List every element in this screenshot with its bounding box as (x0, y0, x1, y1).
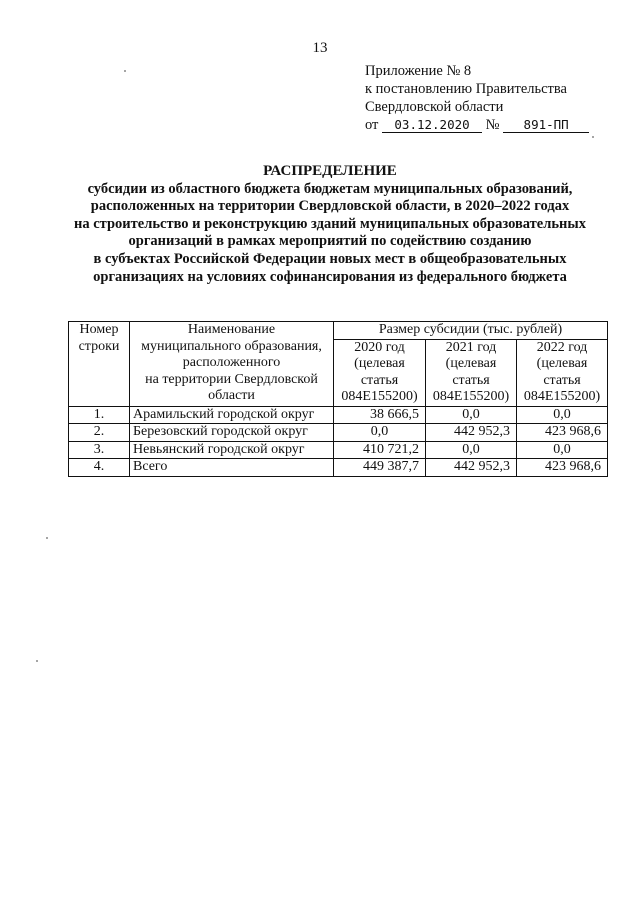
table-row (69, 406, 608, 424)
total-label: Всего (130, 459, 334, 477)
row-number: 1. (69, 406, 130, 424)
value-2021: 0,0 (426, 441, 517, 459)
total-2020: 449 387,7 (334, 459, 426, 477)
header-subsidy-size: Размер субсидии (тыс. рублей) (334, 322, 608, 340)
appendix-date-line (365, 116, 589, 134)
value-2020: 0,0 (334, 424, 426, 442)
document-title (40, 163, 620, 286)
table-row-total (69, 459, 608, 477)
header-municipality: Наименование муниципального образования, расположенного на территории Свердловской области (130, 322, 334, 407)
title-line: в субъектах Российской Федерации новых мест в общеобразовательных (93, 250, 567, 267)
value-2022: 0,0 (517, 441, 608, 459)
row-number: 3. (69, 441, 130, 459)
scan-speck (592, 136, 594, 138)
scan-speck (46, 537, 48, 539)
title-line: субсидии из областного бюджета бюджетам муниципальных образований, (87, 180, 573, 197)
total-2021: 442 952,3 (426, 459, 517, 477)
table-header-row (69, 322, 608, 340)
appendix-title: Приложение № 8 (365, 63, 472, 79)
value-2020: 410 721,2 (334, 441, 426, 459)
from-label: от (365, 117, 379, 133)
title-line: на строительство и реконструкцию зданий муниципальных образовательных (74, 215, 586, 232)
subsidy-table (68, 321, 608, 477)
decree-number: 891-ПП (503, 118, 589, 133)
row-number: 4. (69, 459, 130, 477)
page-number: 13 (312, 40, 328, 56)
scan-speck (124, 70, 126, 72)
appendix-block (365, 62, 589, 134)
table-row (69, 424, 608, 442)
header-row-number: Номер строки (69, 322, 130, 407)
municipality-name: Арамильский городской округ (130, 406, 334, 424)
title-line: организациях на условиях софинансирования из федерального бюджета (93, 268, 567, 285)
header-year-2020: 2020 год (целевая статья 084Е155200) (334, 339, 426, 406)
value-2021: 0,0 (426, 406, 517, 424)
total-2022: 423 968,6 (517, 459, 608, 477)
title-heading: РАСПРЕДЕЛЕНИЕ (263, 163, 397, 179)
header-year-2021: 2021 год (целевая статья 084Е155200) (426, 339, 517, 406)
row-number: 2. (69, 424, 130, 442)
municipality-name: Невьянский городской округ (130, 441, 334, 459)
scan-speck (36, 660, 38, 662)
title-line: организаций в рамках мероприятий по содействию созданию (128, 233, 532, 250)
appendix-region: Свердловской области (365, 99, 504, 115)
header-year-2022: 2022 год (целевая статья 084Е155200) (517, 339, 608, 406)
value-2020: 38 666,5 (334, 406, 426, 424)
municipality-name: Березовский городской округ (130, 424, 334, 442)
title-line: расположенных на территории Свердловской области, в 2020–2022 годах (90, 198, 570, 215)
value-2022: 423 968,6 (517, 424, 608, 442)
number-label: № (485, 117, 500, 133)
decree-date: 03.12.2020 (382, 118, 482, 133)
value-2022: 0,0 (517, 406, 608, 424)
value-2021: 442 952,3 (426, 424, 517, 442)
table-row (69, 441, 608, 459)
appendix-decree: к постановлению Правительства (365, 81, 567, 97)
